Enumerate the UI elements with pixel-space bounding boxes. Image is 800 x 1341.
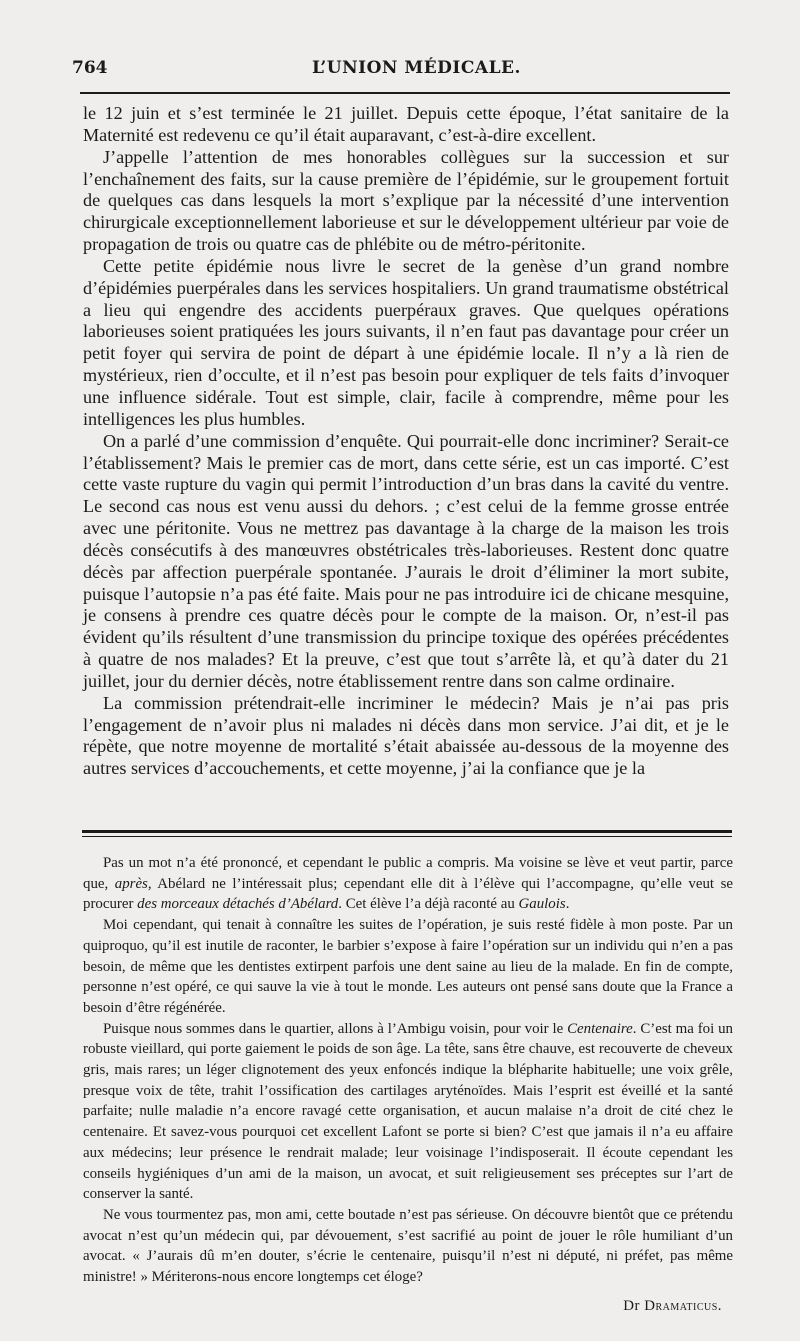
article-paragraph: Cette petite épidémie nous livre le secret de la genèse d’un grand nombre d’épidémies puerpérales dans les services hospitaliers. Un grand traumatisme obstétrical a lieu qui engendre des accidents puerpéraux graves. Que quelques opérations laborieuses soient pratiquées les jours suivants, il n’en faut pas davantage pour créer un petit foyer qui servira de point de départ à une épidémie locale. Il n’y a là rien de mystérieux, rien d’occulte, et il n’est pas besoin pour expliquer de tels faits d’invoquer une influence sidérale. Tout est simple, clair, facile à comprendre, même pour les intelligences les plus humbles. — [83, 255, 729, 429]
feuilleton-paragraph: Moi cependant, qui tenait à connaître les suites de l’opération, je suis resté fidèle à mon poste. Par un quiproquo, qu’il est inutile de raconter, le barbier s’expose à faire l’opération sur un individu qui n’en a pas besoin, de même que les dentistes extirpent parfois une dent saine au lieu de la malade. En fin de compte, personne n’est opéré, ce qui sauve la vie à tout le monde. Les auteurs ont pensé sans doute que la France a besoin d’être régénérée. — [83, 917, 733, 1016]
article-paragraph: J’appelle l’attention de mes honorables collègues sur la succession et sur l’enchaînement des faits, sur la cause première de l’épidémie, sur le groupement fortuit de quelques cas dans lesquels la mort s’explique par la nécessité d’une intervention chirurgicale exceptionnellement laborieuse et sur le développement ultérieur par voie de propagation de trois ou quatre cas de phlébite ou de métro-péritonite. — [83, 146, 729, 255]
feuilleton-separator — [82, 830, 732, 837]
journal-title: L’UNION MÉDICALE. — [312, 58, 521, 78]
feuilleton-italic: des morceaux détachés d’Abélard — [137, 896, 339, 913]
feuilleton-text: , Abélard ne l’intéressait plus; cependant elle dit à l’élève qui l’accompagne, qu’elle veut se procurer — [83, 875, 733, 913]
feuilleton-text: Puisque nous sommes dans le quartier, allons à l’Ambigu voisin, pour voir le — [103, 1020, 568, 1037]
page-header — [72, 58, 732, 84]
feuilleton-signature — [623, 1298, 722, 1315]
main-article — [83, 103, 729, 780]
feuilleton-section — [83, 853, 733, 1288]
page-number: 764 — [72, 58, 108, 78]
article-paragraph: le 12 juin et s’est terminée le 21 juillet. Depuis cette époque, l’état sanitaire de la Maternité est redevenu ce qu’il était auparavant, c’est-à-dire excellent. — [83, 103, 729, 145]
signature-prefix: Dr — [623, 1298, 645, 1314]
feuilleton-paragraph: Ne vous tourmentez pas, mon ami, cette boutade n’est pas sérieuse. On découvre bientôt que ce prétendu avocat n’est qu’un médecin qui, par dévouement, s’est sacrifié au point de jouer le rôle humiliant d’un avocat. « J’aurais dû m’en douter, s’écrie le centenaire, puisqu’il n’est ni député, ni préfet, pas même ministre! » Mériterons-nous encore longtemps cet éloge? — [83, 1206, 733, 1286]
feuilleton-text: Pas un mot n’a été prononcé, et cependant le public a compris. Ma voisine se lève et veut partir, parce que, — [83, 855, 733, 892]
feuilleton-italic: Gaulois — [518, 896, 566, 913]
feuilleton-paragraph — [83, 853, 733, 915]
feuilleton-text: . Cet élève l’a déjà raconté au — [338, 896, 519, 913]
feuilleton-italic: après — [114, 875, 148, 892]
feuilleton-text: . — [565, 896, 570, 913]
feuilleton-text: . C’est ma foi un robuste vieillard, qui porte gaiement le poids de son âge. La tête, sans être chauve, est recouverte de cheveux gris, mais rares; un léger clignotement des yeux enfoncés indique la blépharite habituelle; une voix grêle, presque voix de tête, trahit l’ossification des cartilages aryténoïdes. Mais l’esprit est éveillé et la santé parfaite; nulle maladie n’a encore ravagé cette organisation, et aucun malaise n’a droit de cité chez le centenaire. Et savez-vous pourquoi cet excellent Lafont se porte si bien? C’est que jamais il n’a eu affaire aux médecins; leur présence le rendrait malade; leur voisinage l’indisposerait. Il écoute cependant les conseils hygiéniques d’un ami de la maison, un avocat, et suit religieusement ses préceptes sur l’art de conserver la santé. — [83, 1020, 734, 1203]
feuilleton-paragraph — [83, 1019, 733, 1205]
signature-name: Dramaticus. — [644, 1298, 722, 1314]
feuilleton-italic: Centenaire — [567, 1020, 633, 1037]
header-rule — [80, 92, 730, 94]
article-paragraph: La commission prétendrait-elle incriminer le médecin? Mais je n’ai pas pris l’engagement de n’avoir plus ni malades ni décès dans mon service. J’ai dit, et je le répète, que notre moyenne de mortalité s’était abaissée au-dessous de la moyenne des autres services d’accouchements, et cette moyenne, j’ai la confiance que je la — [83, 692, 729, 779]
article-paragraph: On a parlé d’une commission d’enquête. Qui pourrait-elle donc incriminer? Serait-ce l’établissement? Mais le premier cas de mort, dans cette série, est un cas importé. C’est cette vaste rupture du vagin qui permit l’introduction d’un bras dans la cavité du ventre. Le second cas nous est venu aussi du dehors. ; c’est celui de la femme grosse entrée avec une péritonite. Vous ne mettrez pas davantage à la charge de la maison les trois décès consécutifs à des manœuvres obstétricales très-laborieuses. Restent donc quatre décès par affection puerpérale spontanée. J’aurais le droit d’éliminer la mort subite, puisque l’autopsie n’a pas été faite. Mais pour ne pas introduire ici de chicane mesquine, je consens à prendre ces quatre décès pour le compte de la maison. Or, n’est-il pas évident qu’ils résultent d’une transmission du principe toxique des opérées précédentes à quatre de nos malades? Et la preuve, c’est que tout s’arrête là, et qu’à dater du 21 juillet, jour du dernier décès, notre établissement rentre dans son calme ordinaire. — [83, 430, 729, 691]
